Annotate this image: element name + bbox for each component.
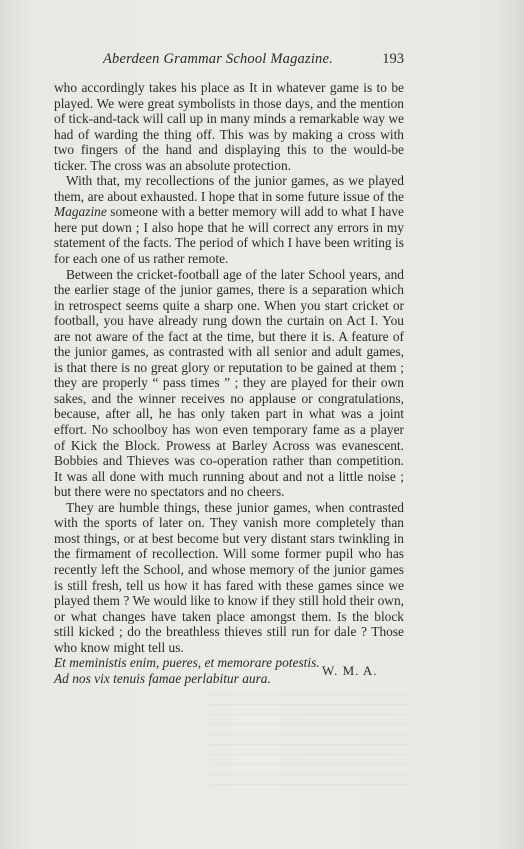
latin-quote-line-2: Ad nos vix tenuis famae perlabitur aura. — [54, 670, 271, 686]
article-body — [54, 80, 404, 686]
paragraph-2: With that, my recollections of the junior games, as we played them, are about exhausted. I hope that in some future issue of the Magazine someone with a better memory will add to what I have here put down ; I also hope that he will correct any errors in my statement of the facts. The period of which I have been writing is for each one of us rather remote. — [54, 173, 404, 267]
paragraph-4: They are humble things, these junior games, when contrasted with the sports of later on. They vanish more completely than most things, or at best become but very distant stars twinkling in the firmament of recollection. Will some former pupil who has recently left the School, and whose memory of the junior games is still fresh, tell us how it has fared with these games since we played them ? We would like to know if they still hold their own, or what changes have taken place amongst them. Is the block still kicked ; do the breathless thieves still run for dale ? Those who know might tell us. — [54, 499, 404, 655]
latin-quote-line-1: Et meministis enim, pueres, et memorare potestis. — [54, 655, 320, 671]
paragraph-1: who accordingly takes his place as It in whatever game is to be played. We were great symbolists in those days, and the mention of tick-and-tack will call up in many minds a remarkable way we had of warding the thing off. This was by making a cross with two fingers of the hand and displaying this to the would-be ticker. The cross was an absolute protection. — [54, 80, 404, 173]
show-through-text — [210, 685, 410, 785]
author-signature: W. M. A. — [322, 663, 378, 678]
magazine-title-italic: Magazine — [54, 204, 107, 220]
page-number: 193 — [382, 51, 404, 67]
page-header — [54, 51, 404, 71]
running-title: Aberdeen Grammar School Magazine. — [103, 51, 333, 67]
paragraph-3: Between the cricket-football age of the later School years, and the earlier stage of the junior games, there is a separation which in retrospect seems quite a sharp one. When you start cricket or football, you have already rung down the curtain on Act I. You are not aware of the fact at the time, but there it is. A feature of the junior games, as contrasted with all senior and adult games, is that there is no great glory or reputation to be gained at them ; they are properly “ pass times ” ; they are played for their own sakes, and the winner receives no applause or congratulations, because, after all, he has only taken part in what was a joint effort. No schoolboy has won even temporary fame as a player of Kick the Block. Prowess at Barley Across was evanescent. Bobbies and Thieves was co-operation rather than competition. It was all done with much running about and not a little noise ; but there were no spectators and no cheers. — [54, 266, 404, 500]
